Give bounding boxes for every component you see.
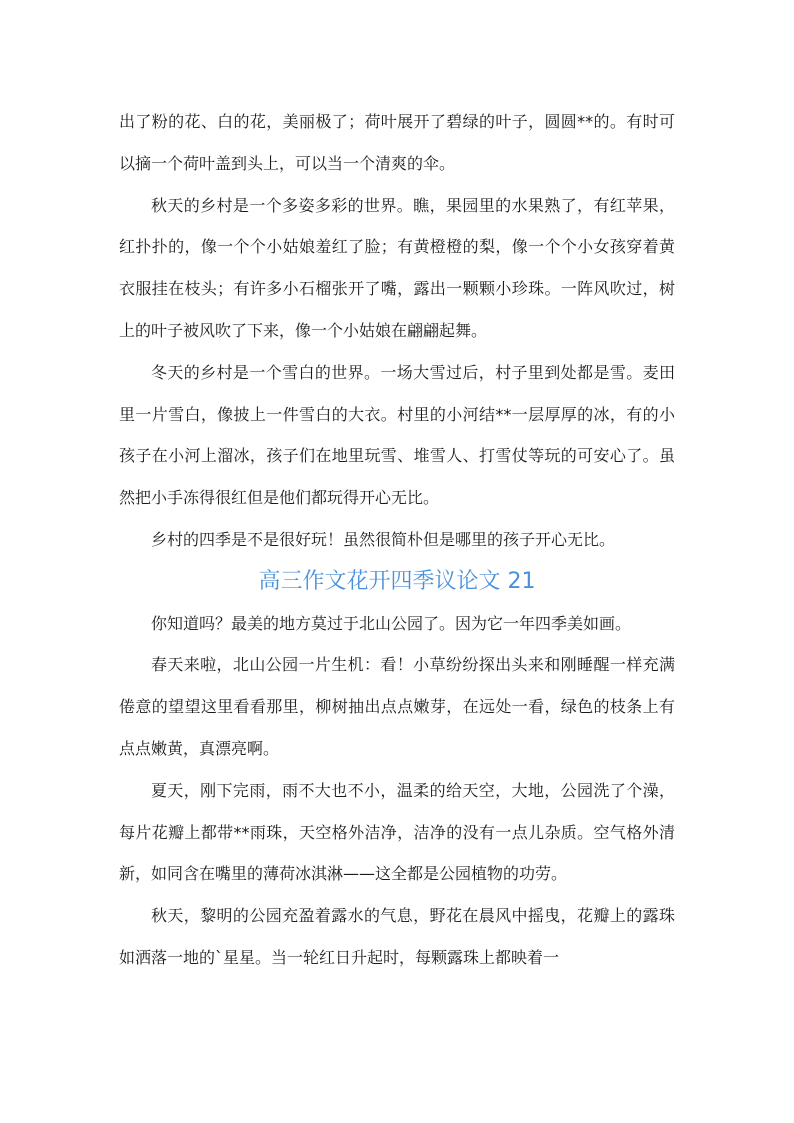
paragraph-summer-end: 出了粉的花、白的花，美丽极了；荷叶展开了碧绿的叶子，圆圆**的。有时可以摘一个荷叶盖到头上，可以当一个清爽的伞。 <box>119 112 675 173</box>
paragraph-winter-village: 冬天的乡村是一个雪白的世界。一场大雪过后，村子里到处都是雪。麦田里一片雪白，像披上一件雪白的大衣。村里的小河结**一层厚厚的冰，有的小孩子在小河上溜冰，孩子们在地里玩雪、堆雪人、打雪仗等玩的可安心了。虽然把小手冻得很红但是他们都玩得开心无比。 <box>119 362 675 508</box>
paragraph-village-conclusion: 乡村的四季是不是很好玩！虽然很简朴但是哪里的孩子开心无比。 <box>151 529 616 549</box>
paragraph-autumn-park: 秋天，黎明的公园充盈着露水的气息，野花在晨风中摇曳，花瓣上的露珠如洒落一地的`星星。当一轮红日升起时，每颗露珠上都映着一 <box>119 906 675 967</box>
essay-heading: 高三作文花开四季议论文 21 <box>258 568 536 594</box>
paragraph-intro-park: 你知道吗？最美的地方莫过于北山公园了。因为它一年四季美如画。 <box>151 613 632 633</box>
paragraph-spring-park: 春天来啦，北山公园一片生机：看！小草纷纷探出头来和刚睡醒一样充满倦意的望望这里看看那里，柳树抽出点点嫩芽，在远处一看，绿色的枝条上有点点嫩黄，真漂亮啊。 <box>119 655 675 758</box>
paragraph-autumn-village: 秋天的乡村是一个多姿多彩的世界。瞧，果园里的水果熟了，有红苹果，红扑扑的，像一个个小姑娘羞红了脸；有黄橙橙的梨，像一个个小女孩穿着黄衣服挂在枝头；有许多小石榴张开了嘴，露出一颗颗小珍珠。一阵风吹过，树上的叶子被风吹了下来，像一个小姑娘在翩翩起舞。 <box>119 195 675 340</box>
paragraph-summer-park: 夏天，刚下完雨，雨不大也不小，温柔的给天空，大地，公园洗了个澡，每片花瓣上都带**雨珠，天空格外洁净，洁净的没有一点儿杂质。空气格外清新，如同含在嘴里的薄荷冰淇淋——这全都是公园植物的功劳。 <box>119 780 675 884</box>
document-body <box>119 101 675 979</box>
